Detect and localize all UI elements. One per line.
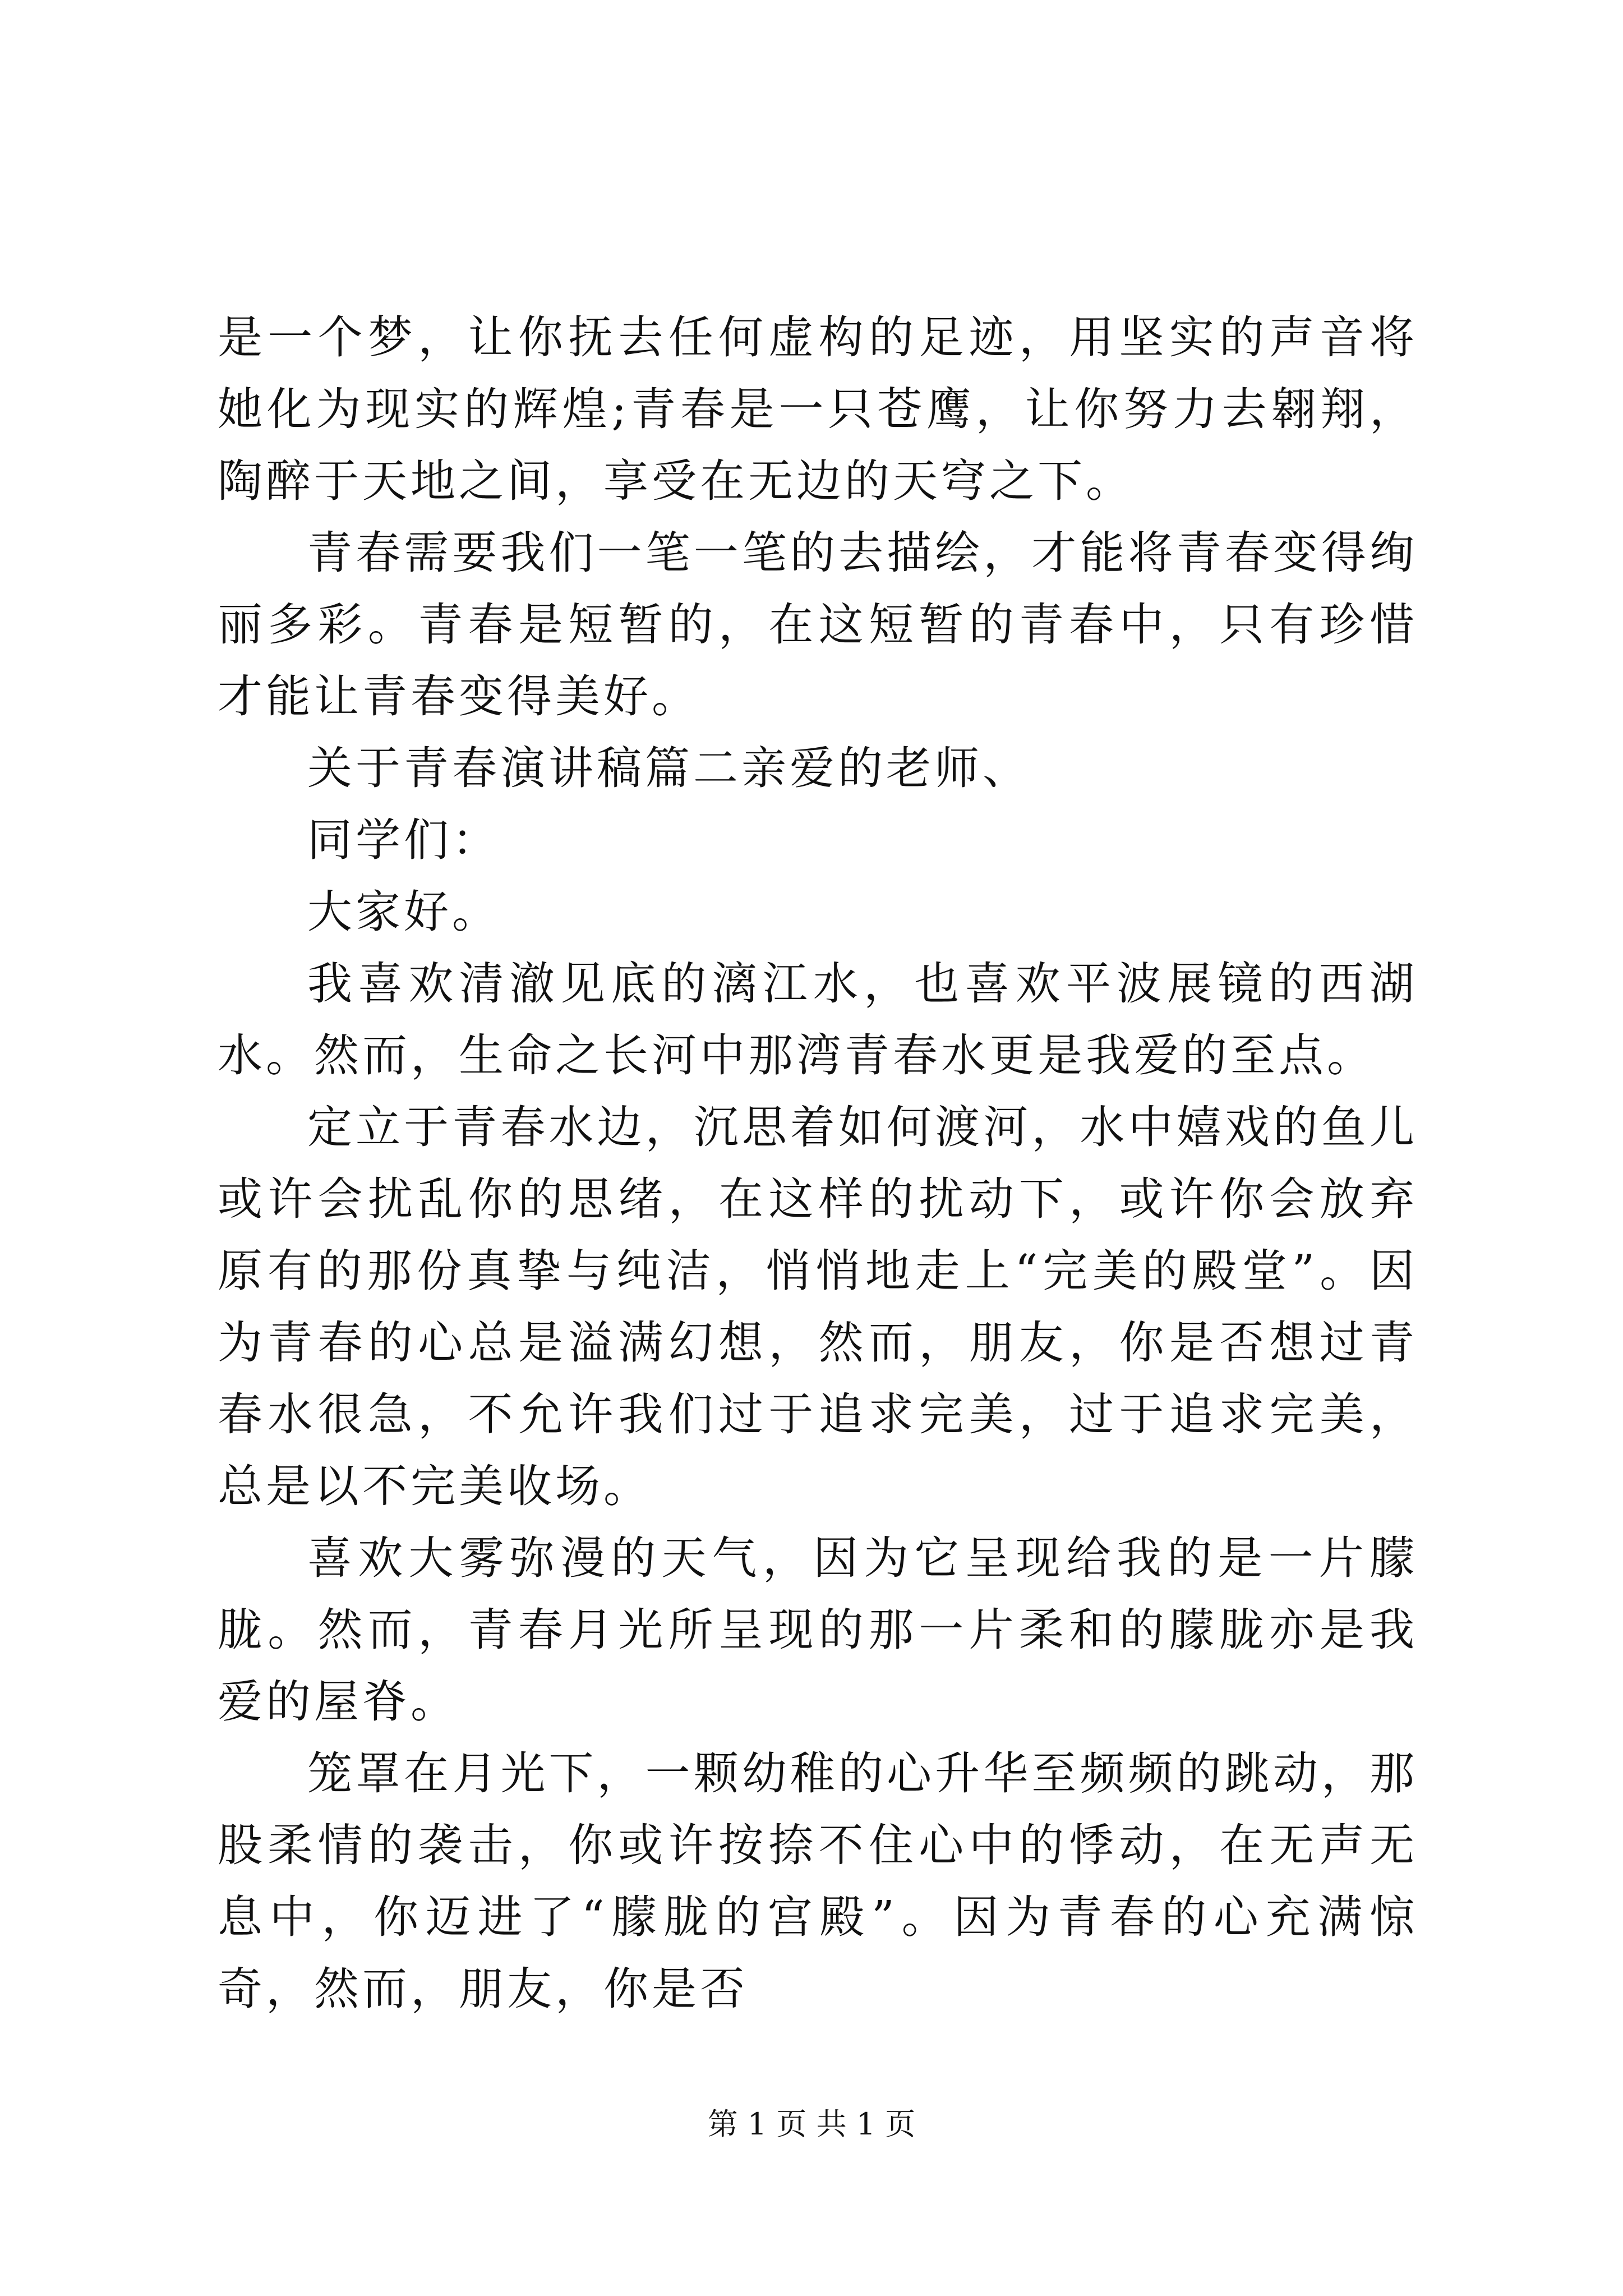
paragraph-7: 定立于青春水边，沉思着如何渡河，水中嬉戏的鱼儿或许会扰乱你的思绪，在这样的扰动下，或许你会放弃原有的那份真挚与纯洁，悄悄地走上“完美的殿堂”。因为青春的心总是溢满幻想，然而，朋友，你是否想过青春水很急，不允许我们过于追求完美，过于追求完美，总是以不完美收场。	[218, 1101, 1418, 1512]
page-number-footer: 第 1 页 共 1 页	[707, 2106, 916, 2142]
paragraph-9: 笼罩在月光下，一颗幼稚的心升华至频频的跳动，那股柔情的袭击，你或许按捺不住心中的悸动，在无声无息中，你迈进了“朦胧的宫殿”。因为青春的心充满惊奇，然而，朋友，你是否	[218, 1747, 1418, 2015]
paragraph-4: 同学们：	[307, 814, 500, 866]
document-body	[218, 302, 1418, 2025]
paragraph-1: 是一个梦，让你抚去任何虚构的足迹，用坚实的声音将她化为现实的辉煌;青春是一只苍鹰，让你努力去翱翔，陶醉于天地之间，享受在无边的天穹之下。	[218, 311, 1418, 507]
paragraph-3: 关于青春演讲稿篇二亲爱的老师、	[307, 742, 1031, 794]
paragraph-5: 大家好。	[307, 886, 500, 938]
paragraph-8: 喜欢大雾弥漫的天气，因为它呈现给我的是一片朦胧。然而，青春月光所呈现的那一片柔和的朦胧亦是我爱的屋脊。	[218, 1532, 1418, 1728]
paragraph-2: 青春需要我们一笔一笔的去描绘，才能将青春变得绚丽多彩。青春是短暂的，在这短暂的青春中，只有珍惜才能让青春变得美好。	[218, 527, 1418, 723]
paragraph-6: 我喜欢清澈见底的漓江水，也喜欢平波展镜的西湖水。然而，生命之长河中那湾青春水更是我爱的至点。	[218, 958, 1418, 1082]
